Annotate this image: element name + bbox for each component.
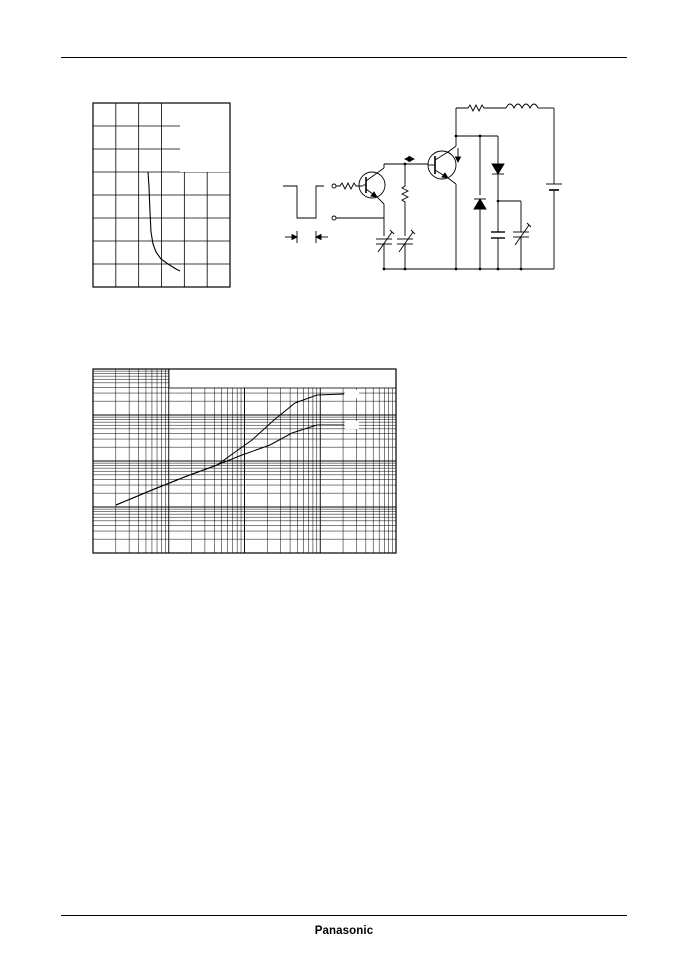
series-label-box-1 [345,390,359,398]
transfer-characteristic-chart [92,102,232,290]
junction-dots [383,135,523,271]
log-log-characteristic-chart [92,368,398,556]
input-pulse-waveform [283,186,324,218]
pulse-width-marker [285,231,328,243]
footer-brand-logo: Panasonic [314,925,374,937]
output-capacitor [491,232,505,238]
footer-rule [61,915,627,916]
trimmer-capacitor-c3 [513,223,531,245]
load-resistor [456,105,506,111]
supply-battery [546,184,562,190]
bias-resistor [402,164,408,216]
trimmer-capacitor-c1 [376,230,394,252]
test-circuit-diagram [278,98,568,278]
input-terminal-lower [332,216,336,220]
chart-legend-box [180,103,230,172]
trimmer-capacitor-c2 [397,230,415,252]
series-label-box-2 [345,421,359,429]
diode-d2 [492,164,504,174]
transistor-q2 [428,151,456,179]
input-terminal-upper [332,184,336,188]
characteristic-curve [148,172,180,271]
chart-title-box [169,369,396,388]
load-inductor [506,104,538,108]
series-1-curve [116,394,344,505]
transistor-q1 [359,172,385,198]
diode-d1 [474,199,486,209]
header-rule [61,57,627,58]
